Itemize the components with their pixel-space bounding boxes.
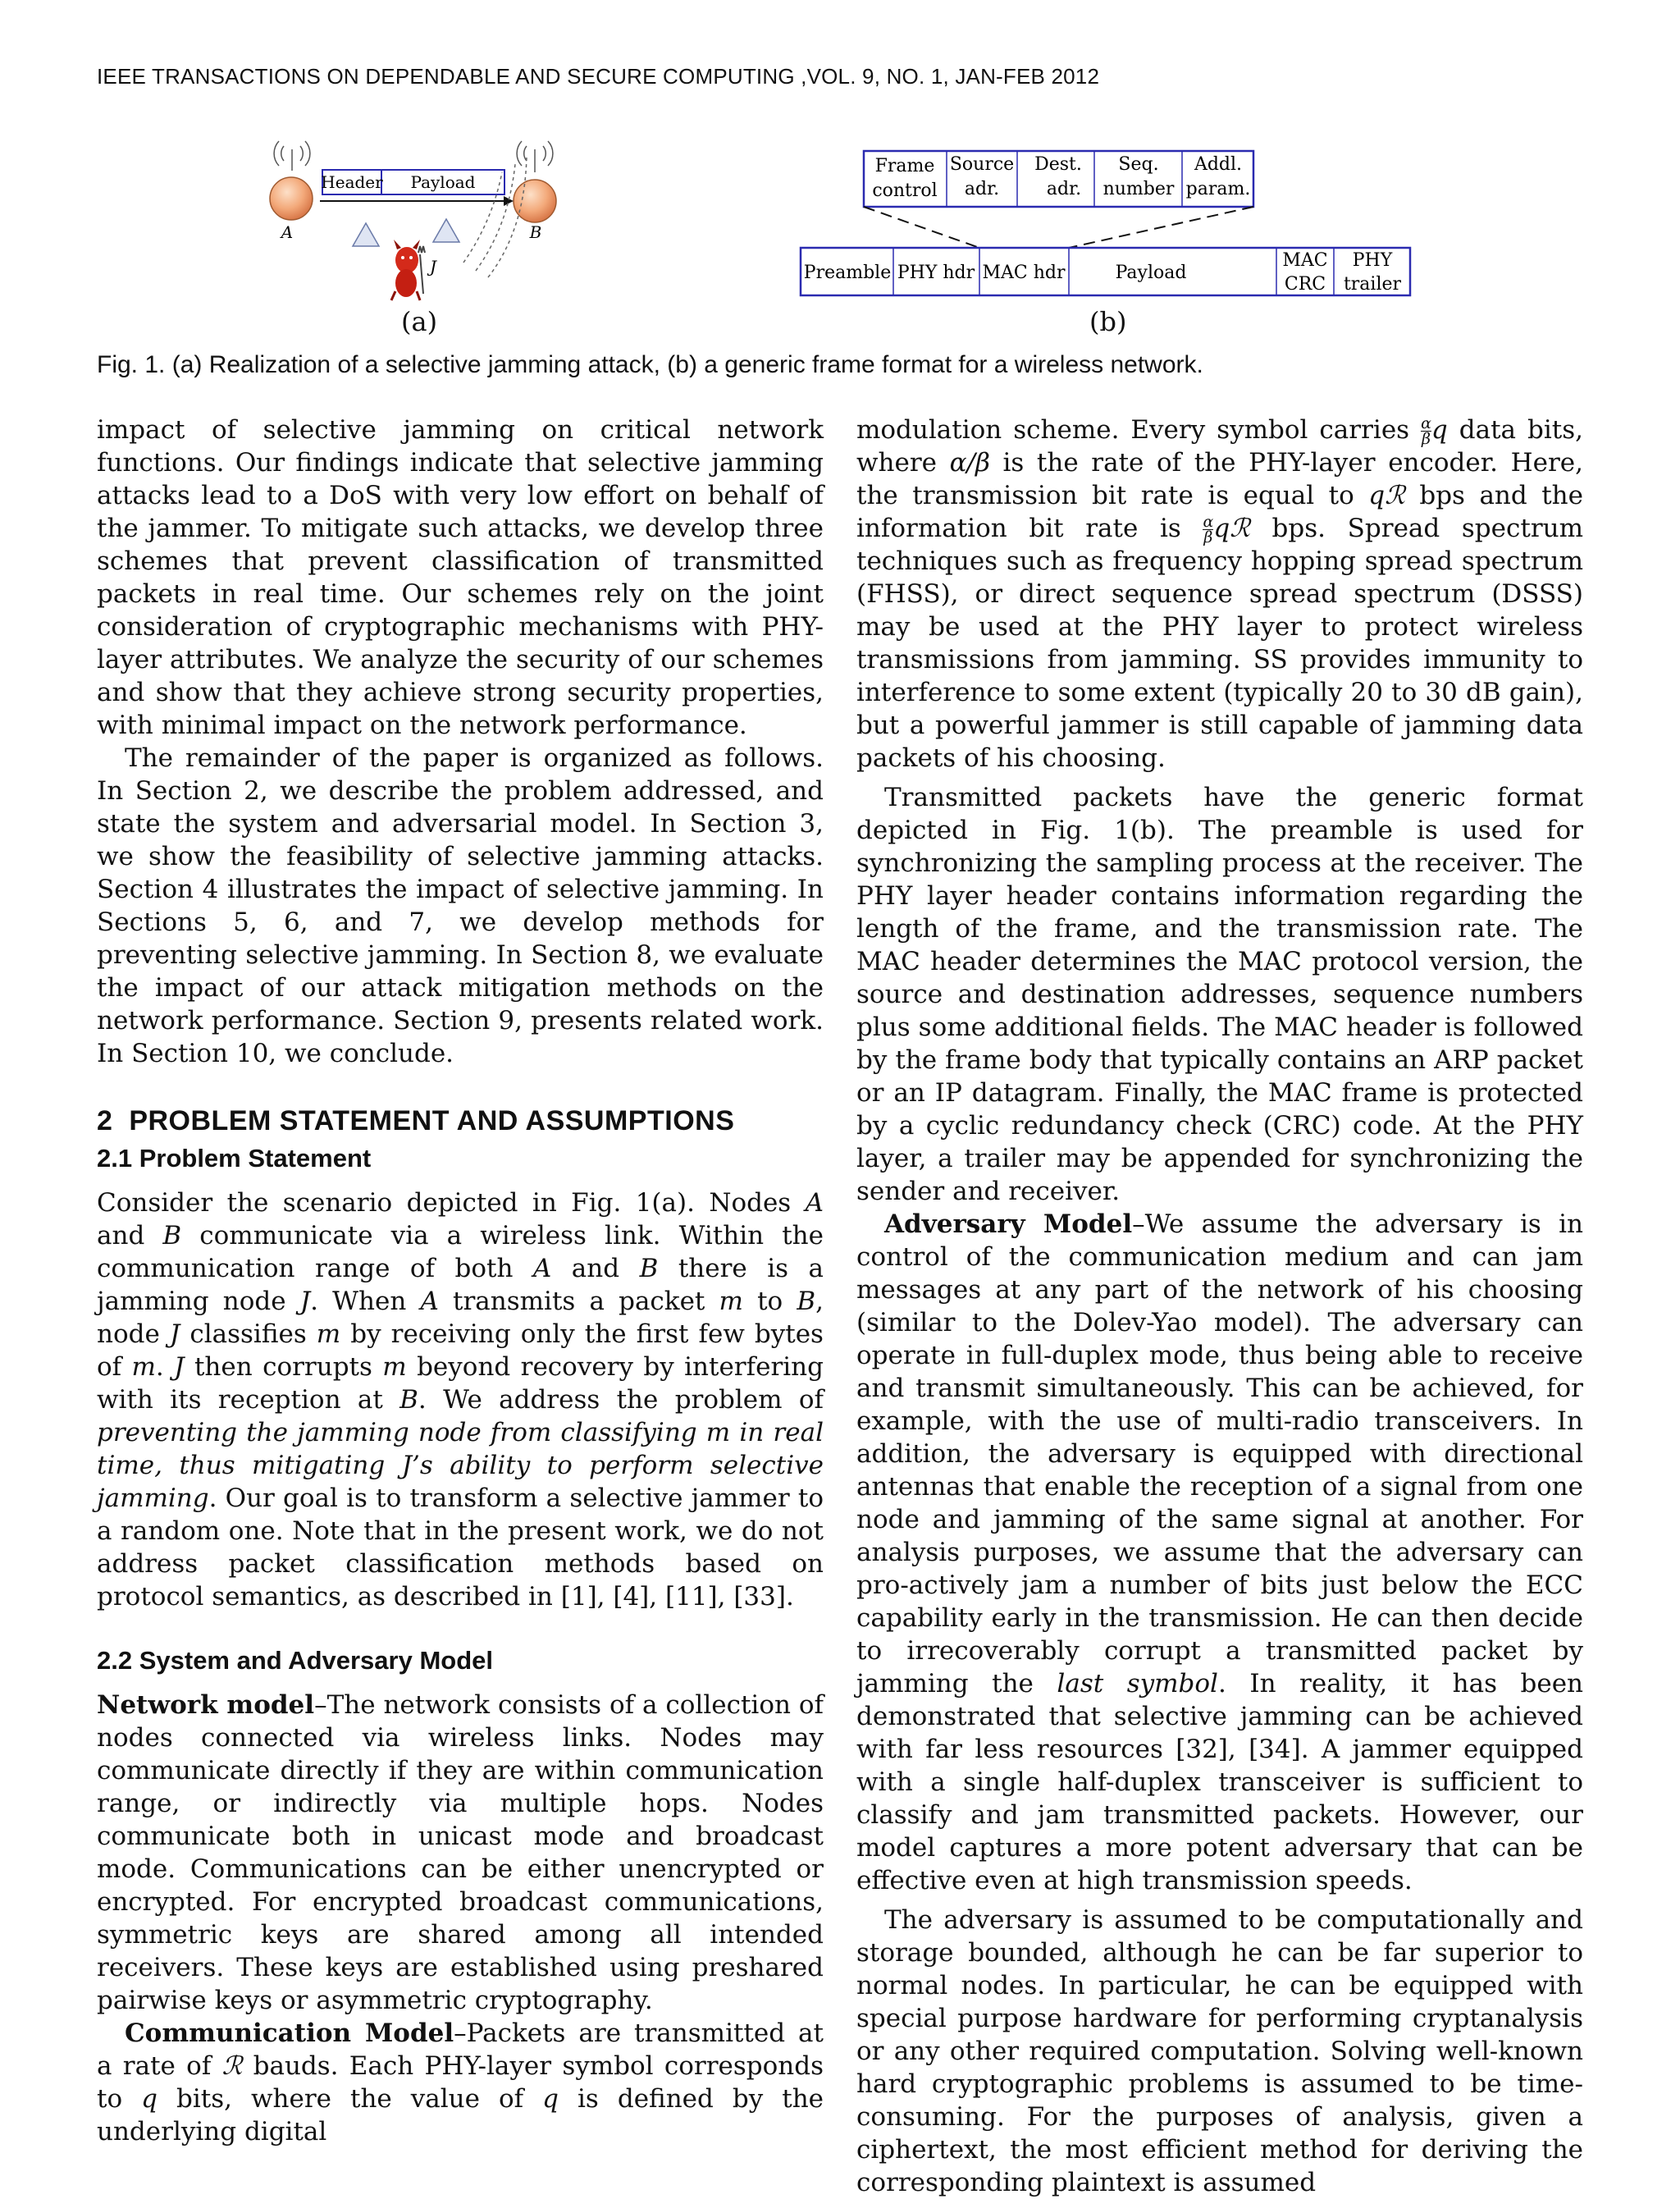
figure-1a	[270, 141, 556, 300]
antenna-icon	[517, 141, 553, 172]
figure-1	[0, 131, 1680, 345]
node-b-circle	[514, 180, 556, 222]
paragraph: Communication Model–Packets are transmitted at a rate of ℛ bauds. Each PHY-layer symbol corresponds to q bits, where the value of q is defined by the underlying digital	[97, 2018, 824, 2146]
node-j-label: J	[429, 257, 437, 277]
frame-field-mac-crc: MAC	[1282, 250, 1328, 271]
paragraph: modulation scheme. Every symbol carries $\frac{\alpha}{\beta}$ q data bits, where α/β is the rate of the PHY-layer encoder. Here, the transmission bit rate is equal to qℛ bps and the information bit rate is $\frac{\alpha}{\beta}$ qℛ bps. Spread spectrum techniques such as frequency hopping spread spectrum (FHSS), or direct sequence spread spectrum (DSSS) may be used at the PHY layer to protect wireless transmissions from jamming. SS provides immunity to interference to some extent (typically 20 to 30 dB gain), but a powerful jammer is still capable of jamming data packets of his choosing.	[856, 414, 1583, 773]
node-a-circle	[270, 177, 313, 220]
figure-1b	[801, 151, 1410, 295]
directional-antenna-right	[433, 219, 459, 242]
mac-field-label: control	[872, 181, 938, 201]
frame-field-phy-trailer: PHY	[1352, 250, 1393, 271]
paragraph: The remainder of the paper is organized as follows. In Section 2, we describe the problem addressed, and state the system and adversarial model. In Section 3, we show the feasibility of selective jamming attacks. Section 4 illustrates the impact of selective jamming. In Sections 5, 6, and 7, we develop methods for preventing selective jamming. In Section 8, we evaluate the impact of our attack mitigation methods on the network performance. Section 9, presents related work. In Section 10, we conclude.	[97, 743, 824, 1068]
antenna-icon	[274, 141, 310, 171]
frame-field-mac-crc: CRC	[1284, 274, 1326, 295]
paragraph: The adversary is assumed to be computationally and storage bounded, although he can be far superior to normal nodes. In particular, he can be equipped with special purpose hardware for performing cryptanalysis or any other required computation. Solving well-known hard cryptographic problems is assumed to be time-consuming. For the purposes of analysis, given a ciphertext, the most efficient method for deriving the corresponding plaintext is assumed	[856, 1905, 1583, 2197]
paragraph: Adversary Model–We assume the adversary is in control of the communication medium and can jam messages at any part of the network of his choosing (similar to the Dolev-Yao model). The adversary can operate in full-duplex mode, thus being able to receive and transmit simultaneously. This can be achieved, for example, with the use of multi-radio transceivers. In addition, the adversary is equipped with directional antennas that enable the reception of a signal from one node and jamming of the same signal at another. For analysis purposes, we assume that the adversary can pro-actively jam a number of bits just below the ECC capability early in the transmission. He can then decide to irrecoverably corrupt a transmitted packet by jamming the last symbol. In reality, it has been demonstrated that selective jamming can be achieved with far less resources [32], [34]. A jammer equipped with a single half-duplex transceiver is sufficient to classify and jam transmitted packets. However, our model captures a more potent adversary that can be effective even at high transmission speeds.	[856, 1209, 1584, 1895]
paragraph: impact of selective jamming on critical network functions. Our findings indicate that selective jamming attacks lead to a DoS with very low effort on behalf of the jammer. To mitigate such attacks, we develop three schemes that prevent classification of transmitted packets in real time. Our schemes rely on the joint consideration of cryptographic mechanisms with PHY-layer attributes. We analyze the security of our schemes and show that they achieve strong security properties, with minimal impact on the network performance.	[97, 415, 824, 740]
paragraph: Network model–The network consists of a collection of nodes connected via wireless links. Nodes may communicate directly if they are within communication range, or indirectly via multiple hops. Nodes communicate both in unicast mode and broadcast mode. Communications can be either unencrypted or encrypted. For encrypted broadcast communications, symmetric keys are shared among all intended receivers. These keys are established using preshared pairwise keys or asymmetric cryptography.	[97, 1690, 824, 2015]
mac-field-label: adr.	[1046, 179, 1082, 199]
frame-field-mac-hdr: MAC hdr	[982, 263, 1066, 283]
node-a-label: A	[281, 222, 294, 242]
mac-field-label: Source	[949, 154, 1015, 175]
frame-field-preamble: Preamble	[803, 263, 892, 283]
figure-caption: Fig. 1. (a) Realization of a selective jamming attack, (b) a generic frame format for a wireless network.	[97, 351, 1203, 378]
frame-field-payload: Payload	[1115, 263, 1187, 283]
left-column	[97, 414, 824, 2148]
mac-field-label: param.	[1185, 179, 1251, 199]
frame-field-phy-hdr: PHY hdr	[897, 263, 975, 283]
mac-field-label: Frame	[874, 156, 935, 176]
packet-payload-label: Payload	[410, 172, 476, 192]
right-column	[856, 414, 1583, 2199]
paragraph: Transmitted packets have the generic format depicted in Fig. 1(b). The preamble is used for synchronizing the sampling process at the receiver. The PHY layer header contains information regarding the length of the frame, and the transmission rate. The MAC header determines the MAC protocol version, the source and destination addresses, sequence numbers plus some additional fields. The MAC header is followed by the frame body that typically contains an ARP packet or an IP datagram. Finally, the MAC frame is protected by a cyclic redundancy check (CRC) code. At the PHY layer, a trailer may be appended for synchronizing the sender and receiver.	[856, 783, 1583, 1206]
packet-header-label: Header	[321, 172, 383, 192]
mac-field-label: number	[1102, 179, 1175, 199]
subfigure-b-label: (b)	[1089, 306, 1127, 337]
running-header: IEEE TRANSACTIONS ON DEPENDABLE AND SECURE COMPUTING ,VOL. 9, NO. 1, JAN-FEB 2012	[97, 64, 1100, 89]
paragraph: Consider the scenario depicted in Fig. 1(a). Nodes A and B communicate via a wireless link. Within the communication range of both A and B there is a jamming node J. When A transmits a packet m to B, node J classifies m by receiving only the first few bytes of m. J then corrupts m beyond recovery by interfering with its reception at B. We address the problem of preventing the jamming node from classifying m in real time, thus mitigating J’s ability to perform selective jamming. Our goal is to transform a selective jammer to a random one. Note that in the present work, we do not address packet classification methods based on protocol semantics, as described in [1], [4], [11], [33].	[97, 1188, 824, 1612]
section-heading: 2 PROBLEM STATEMENT AND ASSUMPTIONS	[97, 1105, 735, 1136]
frame-field-phy-trailer: trailer	[1343, 274, 1402, 295]
mac-field-label: Seq.	[1118, 154, 1159, 175]
mac-field-label: adr.	[964, 179, 1000, 199]
jammer-devil-icon	[391, 240, 425, 300]
subsection-heading: 2.1 Problem Statement	[97, 1144, 372, 1173]
mac-field-label: Addl.	[1194, 154, 1243, 175]
directional-antenna-left	[353, 223, 379, 246]
subsection-heading: 2.2 System and Adversary Model	[97, 1646, 493, 1675]
mac-field-label: Dest.	[1034, 154, 1082, 175]
node-b-label: B	[529, 222, 542, 242]
subfigure-a-label: (a)	[401, 306, 438, 337]
